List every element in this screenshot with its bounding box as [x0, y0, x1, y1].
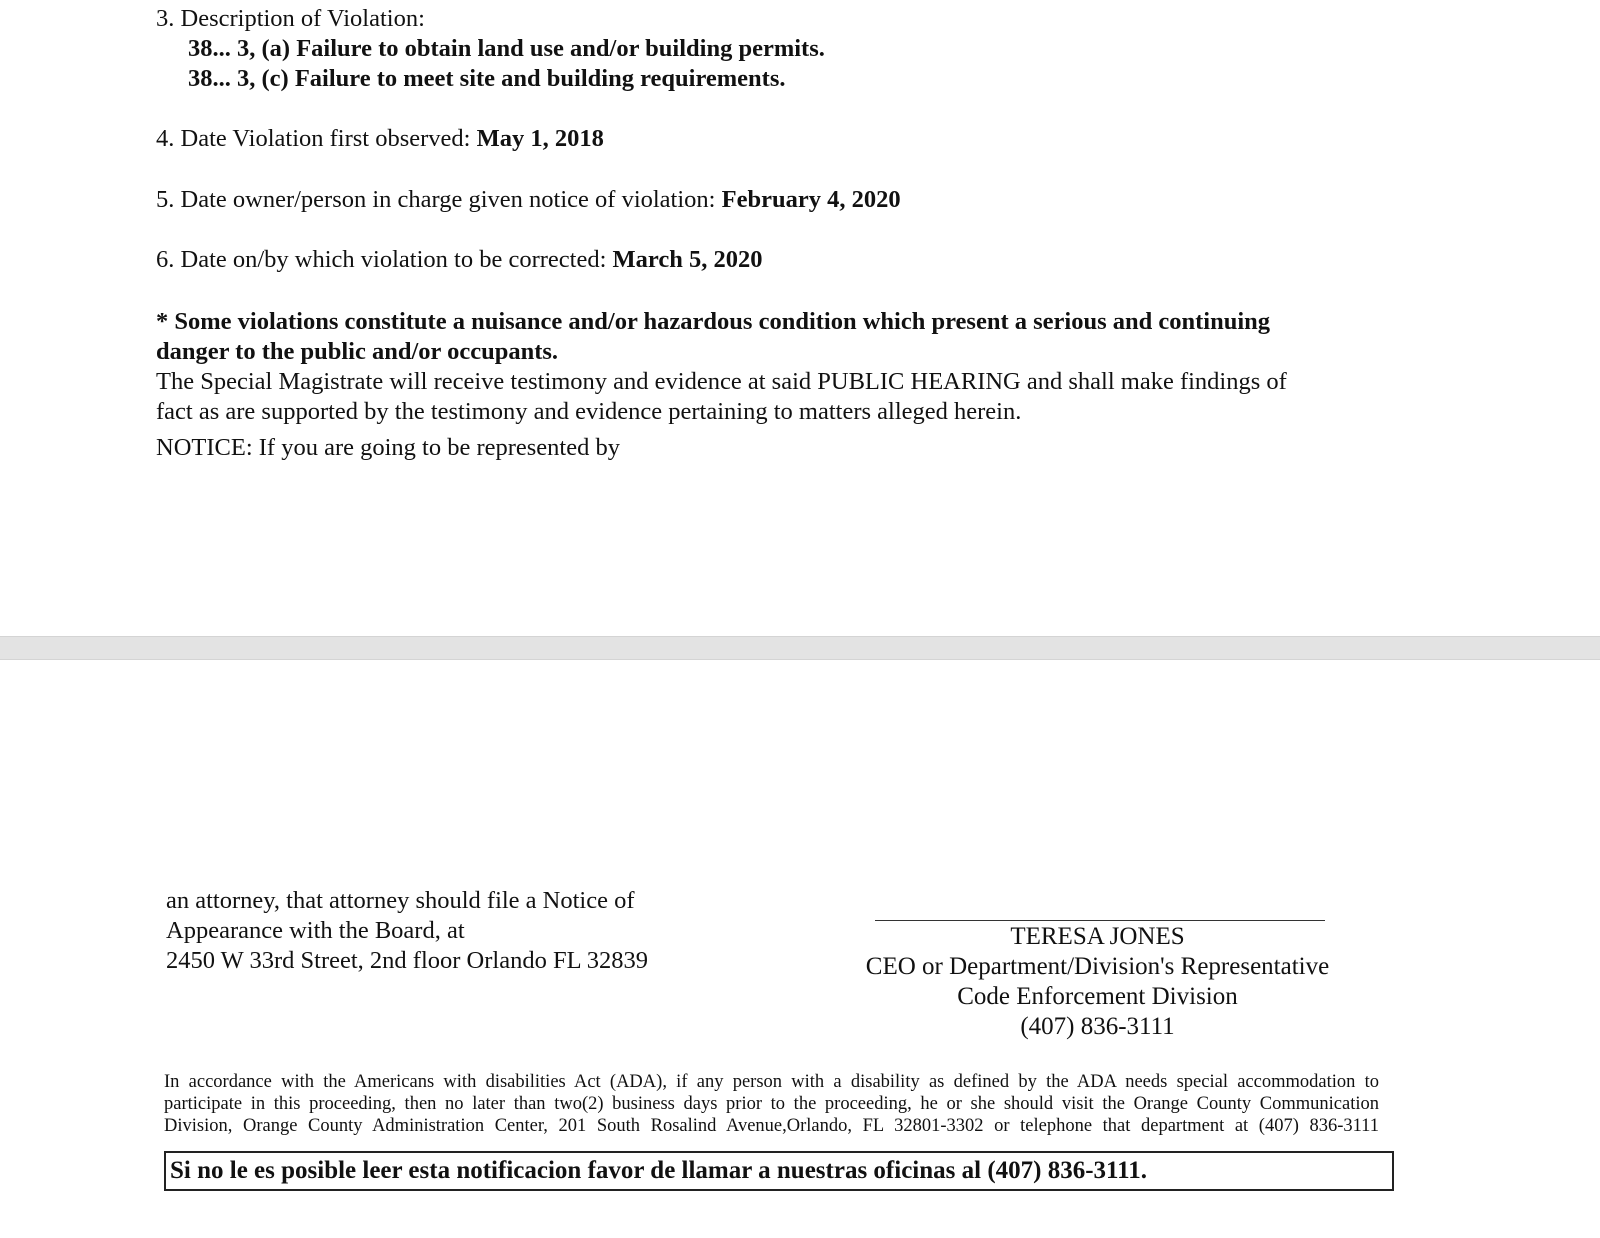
notice-address: 2450 W 33rd Street, 2nd floor Orlando FL 32839 — [166, 947, 649, 974]
notice-text-line-2: an attorney, that attorney should file a Notice of — [166, 887, 635, 914]
signatory-title: CEO or Department/Division's Representative — [865, 953, 1330, 980]
ada-notice — [164, 1071, 1379, 1137]
notice-text-line-3: Appearance with the Board, at — [166, 917, 465, 944]
notice-text-line-1: NOTICE: If you are going to be represented by — [156, 434, 620, 461]
notice-given-label: 5. Date owner/person in charge given notice of violation: — [156, 186, 716, 213]
first-observed-date: May 1, 2018 — [476, 125, 604, 152]
hazard-warning-line-1: * Some violations constitute a nuisance and/or hazardous condition which present a serious and continuing — [156, 308, 1271, 335]
signatory-division: Code Enforcement Division — [957, 983, 1238, 1010]
description-label: 3. Description of Violation: — [156, 5, 425, 32]
signatory-phone: (407) 836-3111 — [1020, 1013, 1175, 1040]
first-observed-label: 4. Date Violation first observed: — [156, 125, 471, 152]
magistrate-text-line-1: The Special Magistrate will receive testimony and evidence at said PUBLIC HEARING and shall make findings of — [156, 368, 1287, 395]
correct-by-date: March 5, 2020 — [612, 246, 763, 273]
ada-notice-line-2: participate in this proceeding, then no later than two(2) business days prior to the proceeding, he or she should visit the Orange County Communication — [164, 1094, 1379, 1114]
notice-given-date: February 4, 2020 — [721, 186, 901, 213]
hazard-warning-line-2: danger to the public and/or occupants. — [156, 338, 559, 365]
correct-by-row — [156, 245, 762, 275]
signature-line — [875, 920, 1325, 921]
ada-notice-line-1: In accordance with the Americans with disabilities Act (ADA), if any person with a disability as defined by the ADA needs special accommodation to — [164, 1072, 1379, 1092]
signatory-name: TERESA JONES — [1010, 923, 1185, 950]
page-separator — [0, 636, 1600, 660]
correct-by-label: 6. Date on/by which violation to be corrected: — [156, 246, 607, 273]
first-observed-row — [156, 124, 604, 154]
violation-item-c: 38... 3, (c) Failure to meet site and building requirements. — [188, 65, 786, 92]
magistrate-text-line-2: fact as are supported by the testimony and evidence pertaining to matters alleged herein. — [156, 398, 1022, 425]
notice-given-row — [156, 185, 901, 215]
spanish-notice-text: Si no le es posible leer esta notificacion favor de llamar a nuestras oficinas al (407) 836-3111. — [170, 1157, 1148, 1184]
ada-notice-line-3: Division, Orange County Administration Center, 201 South Rosalind Avenue,Orlando, FL 32801-3302 or telephone that department at (407) 836-3111 — [164, 1116, 1379, 1136]
violation-item-a: 38... 3, (a) Failure to obtain land use and/or building permits. — [188, 35, 825, 62]
spanish-notice-box — [164, 1151, 1394, 1191]
